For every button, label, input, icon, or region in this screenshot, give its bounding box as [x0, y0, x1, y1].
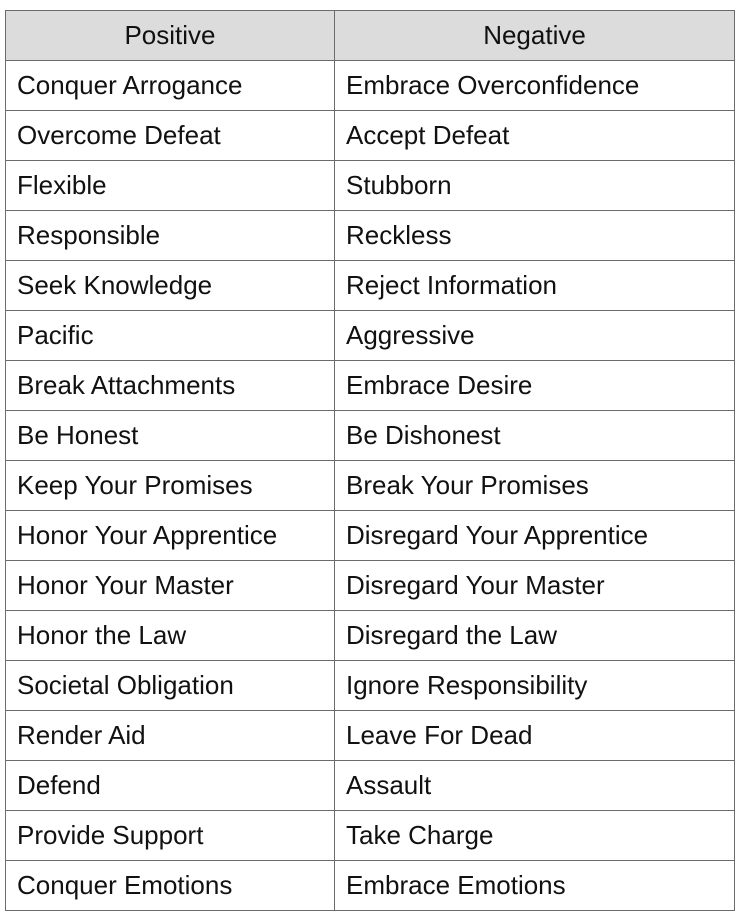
negative-cell: Disregard the Law [335, 611, 735, 661]
table-row [6, 661, 735, 711]
negative-cell: Leave For Dead [335, 711, 735, 761]
table-row [6, 261, 735, 311]
negative-cell: Disregard Your Apprentice [335, 511, 735, 561]
table-row [6, 761, 735, 811]
positive-cell: Honor Your Master [6, 561, 335, 611]
positive-cell: Conquer Arrogance [6, 61, 335, 111]
positive-cell: Honor the Law [6, 611, 335, 661]
header-negative: Negative [335, 11, 735, 61]
negative-cell: Reject Information [335, 261, 735, 311]
table-row [6, 711, 735, 761]
table-row [6, 511, 735, 561]
positive-cell: Break Attachments [6, 361, 335, 411]
positive-cell: Overcome Defeat [6, 111, 335, 161]
negative-cell: Disregard Your Master [335, 561, 735, 611]
negative-cell: Ignore Responsibility [335, 661, 735, 711]
table-row [6, 311, 735, 361]
negative-cell: Break Your Promises [335, 461, 735, 511]
positive-cell: Pacific [6, 311, 335, 361]
table-row [6, 561, 735, 611]
table-row [6, 161, 735, 211]
table-row [6, 111, 735, 161]
table-row [6, 461, 735, 511]
negative-cell: Embrace Overconfidence [335, 61, 735, 111]
table-row [6, 61, 735, 111]
negative-cell: Accept Defeat [335, 111, 735, 161]
negative-cell: Embrace Desire [335, 361, 735, 411]
positive-cell: Be Honest [6, 411, 335, 461]
positive-cell: Conquer Emotions [6, 861, 335, 911]
header-positive: Positive [6, 11, 335, 61]
positive-cell: Honor Your Apprentice [6, 511, 335, 561]
positive-cell: Responsible [6, 211, 335, 261]
positive-cell: Keep Your Promises [6, 461, 335, 511]
positive-cell: Provide Support [6, 811, 335, 861]
negative-cell: Take Charge [335, 811, 735, 861]
table-row [6, 611, 735, 661]
table-row [6, 811, 735, 861]
positive-cell: Societal Obligation [6, 661, 335, 711]
negative-cell: Embrace Emotions [335, 861, 735, 911]
positive-cell: Defend [6, 761, 335, 811]
negative-cell: Be Dishonest [335, 411, 735, 461]
table-row [6, 411, 735, 461]
table-row [6, 861, 735, 911]
header-row [6, 11, 735, 61]
values-table [5, 10, 735, 911]
negative-cell: Reckless [335, 211, 735, 261]
table-row [6, 211, 735, 261]
negative-cell: Stubborn [335, 161, 735, 211]
positive-cell: Seek Knowledge [6, 261, 335, 311]
negative-cell: Aggressive [335, 311, 735, 361]
positive-cell: Render Aid [6, 711, 335, 761]
negative-cell: Assault [335, 761, 735, 811]
positive-cell: Flexible [6, 161, 335, 211]
table-row [6, 361, 735, 411]
